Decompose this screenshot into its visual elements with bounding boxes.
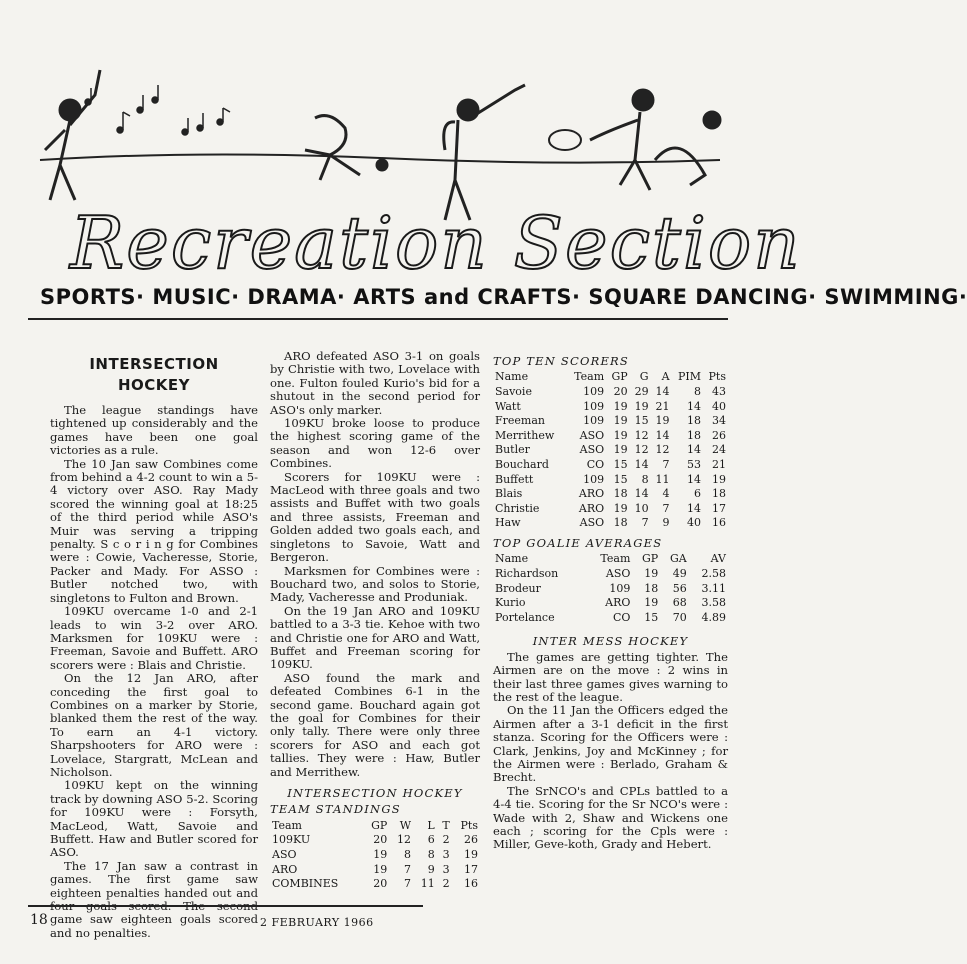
paragraph: 109KU overcame 1-0 and 2-1 leads to win 3-2 over ARO. Marksmen for 109KU were : Freeman, Savoie and Buffett. ARO scorers were : Blais and Christie.: [50, 604, 258, 672]
table-cell: 19: [373, 862, 388, 876]
column-header: Pts: [460, 818, 478, 832]
banner-title: Recreation Section: [70, 201, 802, 285]
column-intersection-hockey: [50, 350, 258, 940]
table-cell: 34: [712, 414, 726, 428]
table-cell: 109: [609, 581, 631, 595]
table-cell: 20: [373, 833, 388, 847]
table-cell: 4.89: [701, 610, 726, 624]
table-cell: 8: [427, 848, 435, 861]
table-cell: Buffett: [495, 472, 534, 486]
table-cell: ARO: [272, 862, 298, 876]
banner-subtitle: SPORTS· MUSIC· DRAMA· ARTS and CRAFTS· SQUARE DANCING· SWIMMING·: [40, 285, 967, 309]
table-cell: 40: [712, 399, 726, 413]
table-cell: Bouchard: [495, 457, 549, 471]
table-row: [493, 458, 728, 473]
publication-date: 2 FEBRUARY 1966: [260, 916, 374, 929]
paragraph: On the 12 Jan ARO, after conceding the first goal to Combines on a marker by Storie, blanked them the rest of the way. To earn an 4-1 victory. Sharpshooters for ARO were : Lovelace, Stargratt, McLean and Nicholson.: [50, 671, 258, 779]
column-header: Team: [600, 552, 631, 566]
table-cell: 14: [686, 443, 701, 457]
table-cell: Brodeur: [495, 581, 541, 595]
table-cell: CO: [586, 457, 605, 471]
table-cell: ARO: [578, 501, 605, 515]
table-cell: 20: [373, 877, 388, 891]
table-cell: Kurio: [495, 596, 526, 610]
table-row: [493, 582, 728, 597]
table-row: [493, 487, 728, 502]
table-cell: 43: [712, 385, 726, 398]
table-cell: 8: [641, 472, 649, 486]
table-cell: 21: [712, 457, 726, 471]
table-cell: 11: [655, 472, 670, 486]
table-cell: Watt: [495, 399, 521, 413]
dancer-figure-icon: [655, 112, 720, 185]
banner-illustration: [0, 0, 967, 320]
table-cell: CO: [612, 610, 631, 624]
table-cell: 10: [634, 501, 649, 515]
table-cell: 20: [613, 385, 628, 398]
table-row: [270, 863, 480, 878]
table-row: [270, 848, 480, 863]
paragraph: On the 19 Jan ARO and 109KU battled to a 3-3 tie. Kehoe with two and Christie one for ARO and Watt, Buffet and Freeman scoring for 109KU.: [270, 603, 480, 672]
table-header-row: [493, 370, 728, 385]
table-row: [493, 611, 728, 626]
table-cell: Haw: [495, 516, 521, 530]
column-header: Team: [574, 370, 605, 384]
top-scorers-heading: TOP TEN SCORERS: [493, 354, 629, 368]
table-cell: 15: [613, 472, 628, 486]
table-cell: 14: [686, 399, 701, 413]
table-cell: 11: [420, 877, 435, 891]
table-cell: 70: [672, 610, 687, 624]
table-cell: 53: [686, 457, 701, 471]
paragraph: The league standings have tightened up considerably and the games have been one goal victories as a rule.: [50, 403, 258, 458]
table-cell: 21: [655, 399, 670, 413]
table-cell: 19: [464, 848, 478, 861]
table-cell: 8: [693, 385, 701, 398]
table-cell: 15: [634, 414, 649, 428]
column-header: A: [661, 370, 670, 384]
table-cell: 12: [655, 443, 670, 457]
table-cell: Christie: [495, 501, 540, 515]
table-cell: ASO: [272, 848, 297, 861]
table-cell: 24: [712, 443, 726, 457]
heading-line-1: INTERSECTION: [89, 355, 219, 373]
guitarist-figure-icon: [549, 90, 653, 190]
goalie-heading: TOP GOALIE AVERAGES: [493, 535, 663, 550]
column-header: AV: [710, 552, 726, 566]
table-cell: 7: [662, 457, 670, 471]
table-cell: Richardson: [495, 566, 559, 580]
table-cell: 109: [583, 414, 605, 428]
standings-heading-2: TEAM STANDINGS: [270, 802, 401, 817]
table-cell: 15: [613, 457, 628, 471]
table-row: [493, 473, 728, 488]
table-row: [493, 516, 728, 531]
table-row: [493, 596, 728, 611]
table-cell: 18: [686, 414, 701, 428]
table-cell: ASO: [605, 566, 631, 580]
column-statistics: [493, 352, 728, 852]
table-cell: 19: [613, 428, 628, 442]
table-cell: 17: [464, 862, 478, 876]
column-header: G: [639, 370, 649, 384]
page-number: 18: [30, 912, 48, 928]
table-row: [493, 385, 728, 400]
table-cell: 109: [583, 385, 605, 398]
trumpeter-figure-icon: [444, 85, 525, 220]
table-cell: 18: [686, 428, 701, 442]
table-cell: ASO: [579, 443, 605, 457]
table-cell: 4: [662, 487, 670, 501]
paragraph: ARO defeated ASO 3-1 on goals by Christie with two, Lovelace with one. Fulton fouled Kurio's bid for a shutout in the second period for ASO's only marker.: [270, 349, 480, 417]
column-header: Pts: [708, 370, 726, 384]
music-notes-icon: [85, 85, 230, 135]
table-cell: 18: [613, 487, 628, 501]
column-header: GP: [642, 552, 659, 566]
table-cell: 6: [693, 487, 701, 501]
column-header: L: [427, 818, 435, 832]
column-header: Team: [272, 818, 302, 832]
table-row: [493, 400, 728, 415]
table-cell: 14: [655, 428, 670, 442]
table-cell: 3.11: [701, 581, 726, 595]
table-cell: 14: [655, 385, 670, 398]
table-cell: 3: [442, 862, 450, 876]
table-cell: 19: [712, 472, 726, 486]
table-cell: 19: [644, 566, 659, 580]
heading-line-2: HOCKEY: [117, 376, 191, 394]
table-cell: 14: [634, 487, 649, 501]
table-cell: 109KU: [272, 833, 311, 847]
table-cell: 109: [583, 472, 605, 486]
table-cell: Portelance: [495, 610, 555, 624]
table-cell: 14: [686, 501, 701, 515]
column-header: Name: [495, 552, 529, 566]
paragraph: The 10 Jan saw Combines come from behind a 4-2 count to win a 5-4 victory over ASO. Ray Mady scored the winning goal at 18:25 of the third period while ASO's Muir was serving a tripping penalty. S c o r i n g for Combines were : Cowie, Vacheresse, Storie, Packer and Mady. For ASSO : Butler notched two, with singletons to Fulton and Brown.: [50, 456, 258, 605]
table-cell: 16: [464, 877, 478, 891]
table-cell: 3.58: [701, 596, 726, 610]
table-cell: 29: [634, 385, 649, 398]
table-cell: 14: [634, 457, 649, 471]
table-cell: 19: [655, 414, 670, 428]
table-row: [270, 833, 480, 848]
table-cell: 26: [464, 833, 478, 847]
column-header: Name: [495, 370, 529, 384]
section-heading: [50, 354, 258, 396]
table-cell: 18: [712, 487, 726, 501]
team-standings-table: [270, 819, 480, 892]
table-cell: 12: [397, 833, 412, 847]
paragraph: Scorers for 109KU were : MacLeod with three goals and two assists and Buffet with two goals and three assists, Freeman and Golden added two goals each, and singletons to Savoie, Watt and Bergeron.: [270, 469, 480, 565]
table-cell: 19: [373, 848, 388, 861]
paragraph: On the 11 Jan the Officers edged the Airmen after a 3-1 deficit in the first stanza. Scoring for the Officers were : Clark, Jenkins, Joy and McKinney ; for the Airmen were : Berlado, Graham & Brecht.: [493, 703, 728, 785]
table-cell: 56: [672, 581, 687, 595]
table-row: [493, 567, 728, 582]
table-row: [493, 429, 728, 444]
paragraph: The SrNCO's and CPLs battled to a 4-4 tie. Scoring for the Sr NCO's were : Wade with 2, Shaw and Wickens one each ; scoring for the Cpls were : Miller, Geve-koth, Grady and Hebert.: [493, 783, 728, 852]
table-cell: Savoie: [495, 385, 532, 398]
table-cell: ARO: [578, 487, 605, 501]
table-cell: 7: [662, 501, 670, 515]
paragraph: The 17 Jan saw a contrast in games. The first game saw eighteen penalties handed out and game saw eighteen goals scored and no penalties.: [50, 858, 258, 940]
table-cell: 3: [442, 848, 450, 861]
table-cell: Butler: [495, 443, 530, 457]
table-cell: 49: [672, 566, 687, 580]
table-cell: 6: [427, 833, 435, 847]
table-cell: ARO: [605, 596, 631, 610]
scorers-rows: [493, 385, 728, 531]
table-cell: 2: [442, 833, 450, 847]
table-cell: Merrithew: [495, 428, 555, 442]
table-cell: Freeman: [495, 414, 545, 428]
column-game-reports: [270, 350, 480, 892]
table-cell: 19: [613, 414, 628, 428]
paragraph: Marksmen for Combines were : Bouchard two, and solos to Storie, Mady, Vacheresse and Produniak.: [270, 563, 480, 605]
table-cell: 9: [662, 516, 670, 530]
table-cell: 2.58: [701, 566, 726, 580]
table-cell: 109: [583, 399, 605, 413]
table-row: [270, 877, 480, 892]
column-header: GA: [670, 552, 687, 566]
table-cell: ASO: [579, 428, 605, 442]
table-cell: COMBINES: [272, 877, 339, 891]
table-cell: 7: [404, 862, 412, 876]
table-cell: 68: [672, 596, 687, 610]
top-rule: [28, 318, 728, 320]
table-row: [493, 443, 728, 458]
table-cell: 18: [613, 516, 628, 530]
table-cell: 12: [634, 428, 649, 442]
table-cell: 16: [712, 516, 726, 530]
inter-mess-heading: INTER MESS HOCKEY: [532, 634, 689, 649]
column-header: T: [442, 818, 450, 832]
table-cell: 26: [712, 428, 726, 442]
table-row: [493, 502, 728, 517]
column-header: W: [399, 818, 412, 832]
table-cell: 2: [442, 877, 450, 891]
table-cell: 19: [634, 399, 649, 413]
goalie-averages-table: [493, 552, 728, 625]
table-cell: 17: [712, 501, 726, 515]
table-header-row: [270, 819, 480, 834]
column-header: PIM: [677, 370, 701, 384]
table-row: [493, 414, 728, 429]
paragraph: 109KU broke loose to produce the highest scoring game of the season and won 12-6 over Combines.: [270, 416, 480, 471]
column-header: GP: [611, 370, 628, 384]
footer-rule: [28, 905, 423, 907]
paragraph: The games are getting tighter. The Airmen are on the move : 2 wins in their last three games gives warning to the rest of the league.: [493, 649, 728, 704]
table-cell: 7: [404, 877, 412, 891]
table-cell: 19: [613, 501, 628, 515]
goalie-rows: [493, 567, 728, 625]
column-header: GP: [371, 818, 388, 832]
table-cell: 40: [686, 516, 701, 530]
standings-heading-1: INTERSECTION HOCKEY: [287, 786, 463, 800]
bowler-figure-icon: [305, 116, 387, 180]
table-cell: 8: [404, 848, 412, 861]
table-cell: 19: [644, 596, 659, 610]
table-cell: Blais: [495, 487, 523, 501]
table-cell: 7: [641, 516, 649, 530]
table-cell: 12: [634, 443, 649, 457]
table-cell: 19: [613, 399, 628, 413]
paragraph: ASO found the mark and defeated Combines 6-1 in the second game. Bouchard again got the goal for Combines for their only tally. There were only three scorers for ASO and each got tallies. They were : Haw, Butler and Merrithew.: [270, 670, 480, 779]
table-cell: 14: [686, 472, 701, 486]
table-cell: 19: [613, 443, 628, 457]
table-cell: 18: [644, 581, 659, 595]
top-scorers-table: [493, 370, 728, 531]
paragraph: 109KU kept on the winning track by downing ASO 5-2. Scoring for 109KU were : Forsyth, MacLeod, Watt, Savoie and Buffett. Haw and Butler scored for ASO.: [50, 778, 258, 860]
table-cell: 15: [644, 610, 659, 624]
table-cell: ASO: [579, 516, 605, 530]
table-cell: 9: [427, 862, 435, 876]
recreation-banner: [0, 0, 967, 320]
table-header-row: [493, 552, 728, 567]
